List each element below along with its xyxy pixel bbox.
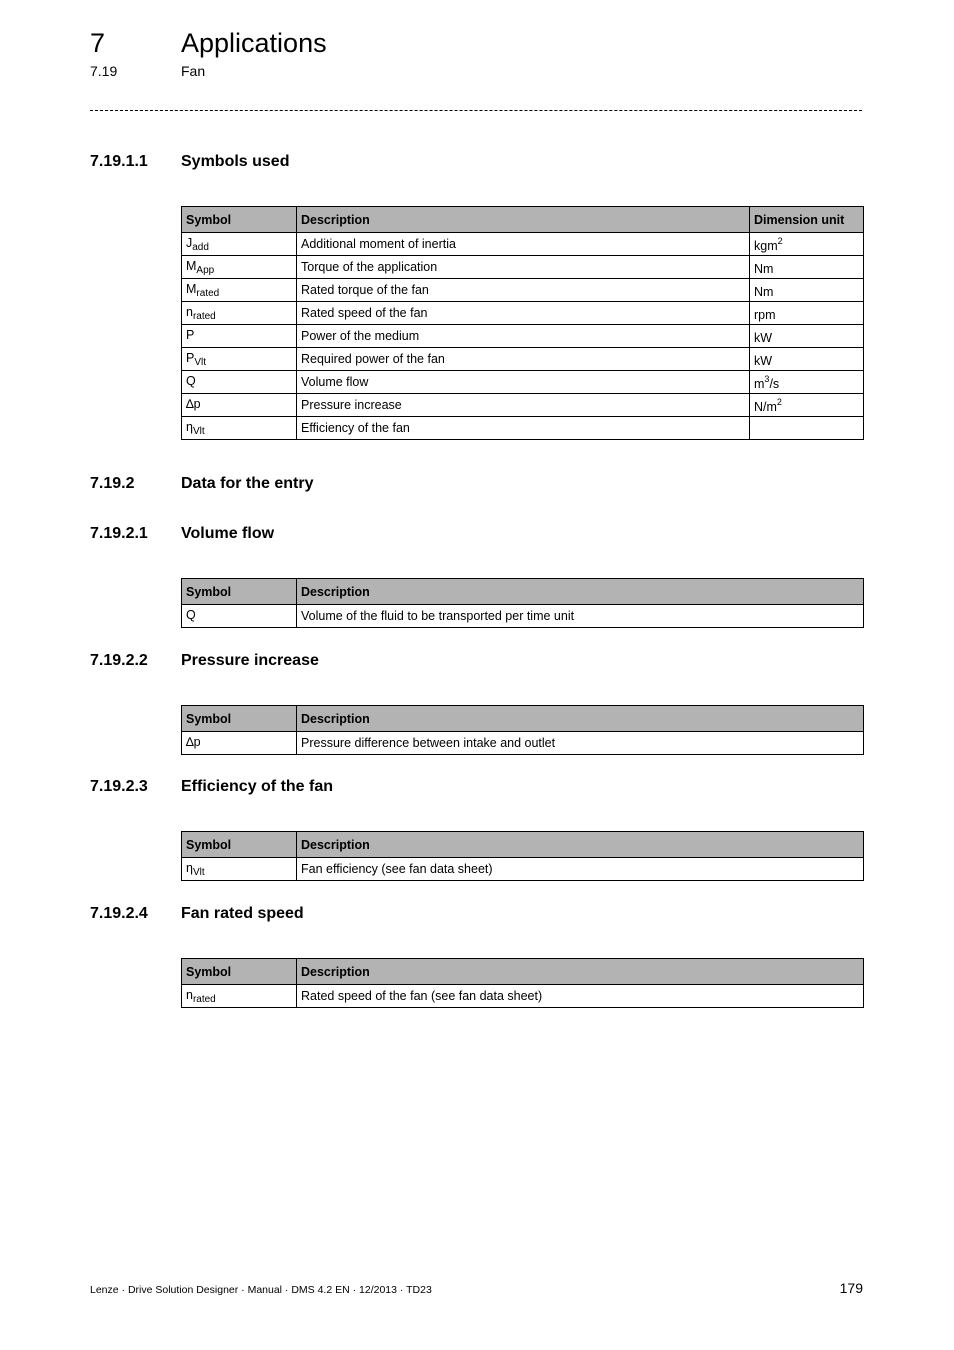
pressure-increase-table (181, 705, 864, 755)
heading-number: 7.19.2 (90, 475, 135, 492)
heading-number: 7.19.1.1 (90, 153, 148, 170)
efficiency-table (181, 831, 864, 881)
symbol: P (186, 350, 195, 365)
symbol-cell (182, 858, 297, 881)
header-divider (90, 110, 862, 111)
symbol-cell (182, 325, 297, 348)
symbol-subscript: rated (192, 993, 216, 1005)
table-row (182, 371, 864, 394)
heading-title: Pressure increase (181, 652, 319, 669)
symbol: J (186, 235, 193, 250)
table-row (182, 605, 864, 628)
unit-cell (750, 348, 864, 371)
symbol-cell (182, 985, 297, 1008)
column-header-symbol: Symbol (182, 706, 297, 732)
unit: m (754, 376, 765, 391)
symbol: M (186, 281, 197, 296)
column-header-symbol: Symbol (182, 959, 297, 985)
heading-title: Volume flow (181, 525, 275, 542)
symbol-cell (182, 279, 297, 302)
unit-cell (750, 256, 864, 279)
section-title: Fan (181, 63, 206, 79)
table-header-row (182, 832, 864, 858)
heading-number: 7.19.2.2 (90, 652, 148, 669)
symbol-subscript: add (192, 241, 209, 253)
symbol-subscript: Vlt (192, 866, 205, 878)
column-header-description: Description (297, 959, 864, 985)
symbol: Q (186, 373, 196, 388)
symbol: η (186, 419, 193, 434)
table-row (182, 732, 864, 755)
table-header-row (182, 706, 864, 732)
unit-cell (750, 279, 864, 302)
description-cell: Power of the medium (297, 325, 750, 348)
symbol-cell (182, 605, 297, 628)
unit: kW (754, 330, 773, 345)
description-cell: Volume flow (297, 371, 750, 394)
page-number: 179 (839, 1280, 863, 1296)
column-header-description: Description (297, 706, 864, 732)
heading-number: 7.19.2.1 (90, 525, 148, 542)
unit-superscript: 2 (777, 235, 783, 246)
symbol: n (186, 304, 193, 319)
unit: rpm (754, 307, 776, 322)
fan-rated-speed-table (181, 958, 864, 1008)
description-cell: Required power of the fan (297, 348, 750, 371)
unit-cell (750, 233, 864, 256)
unit-cell (750, 325, 864, 348)
table-row (182, 348, 864, 371)
symbol-cell (182, 417, 297, 440)
table-row (182, 302, 864, 325)
symbol: η (186, 860, 193, 875)
unit: Nm (754, 284, 774, 299)
table-row (182, 233, 864, 256)
symbols-table (181, 206, 864, 440)
table-row (182, 325, 864, 348)
symbol-cell (182, 302, 297, 325)
column-header-symbol: Symbol (182, 207, 297, 233)
description-cell: Pressure increase (297, 394, 750, 417)
description-cell: Rated torque of the fan (297, 279, 750, 302)
table-row (182, 279, 864, 302)
volume-flow-table (181, 578, 864, 628)
heading-title: Data for the entry (181, 475, 314, 492)
symbol: Q (186, 607, 196, 622)
symbol-cell (182, 371, 297, 394)
symbol-cell (182, 256, 297, 279)
column-header-symbol: Symbol (182, 579, 297, 605)
heading-number: 7.19.2.3 (90, 778, 148, 795)
symbol-cell (182, 348, 297, 371)
unit: N/m (754, 399, 777, 414)
column-header-description: Description (297, 207, 750, 233)
symbol-subscript: rated (196, 287, 220, 299)
symbol: ∆p (186, 734, 201, 749)
symbol-cell (182, 233, 297, 256)
column-header-description: Description (297, 832, 864, 858)
unit-cell (750, 371, 864, 394)
column-header-symbol: Symbol (182, 832, 297, 858)
heading-title: Symbols used (181, 153, 290, 170)
symbol-subscript: App (196, 264, 215, 276)
chapter-number: 7 (90, 28, 106, 58)
description-cell: Torque of the application (297, 256, 750, 279)
unit-cell (750, 417, 864, 440)
table-row (182, 394, 864, 417)
description-cell: Additional moment of inertia (297, 233, 750, 256)
table-row (182, 417, 864, 440)
table-header-row (182, 579, 864, 605)
unit-cell (750, 394, 864, 417)
symbol-subscript: rated (192, 310, 216, 322)
description-cell: Fan efficiency (see fan data sheet) (297, 858, 864, 881)
unit: kgm (754, 238, 778, 253)
unit: Nm (754, 261, 774, 276)
symbol: P (186, 327, 195, 342)
heading-title: Fan rated speed (181, 905, 304, 922)
description-cell: Efficiency of the fan (297, 417, 750, 440)
unit-cell (750, 302, 864, 325)
table-header-row (182, 959, 864, 985)
unit-suffix: /s (769, 376, 780, 391)
unit-superscript: 2 (776, 396, 782, 407)
table-header-row (182, 207, 864, 233)
symbol-subscript: Vlt (194, 356, 207, 368)
symbol: ∆p (186, 396, 201, 411)
section-number: 7.19 (90, 63, 118, 79)
description-cell: Rated speed of the fan (see fan data sheet) (297, 985, 864, 1008)
symbol: M (186, 258, 197, 273)
description-cell: Pressure difference between intake and outlet (297, 732, 864, 755)
symbol-cell (182, 394, 297, 417)
unit: kW (754, 353, 773, 368)
description-cell: Volume of the fluid to be transported per time unit (297, 605, 864, 628)
symbol-subscript: Vlt (192, 425, 205, 437)
chapter-title: Applications (181, 28, 327, 58)
description-cell: Rated speed of the fan (297, 302, 750, 325)
heading-title: Efficiency of the fan (181, 778, 334, 795)
unit-superscript: 3 (764, 373, 770, 384)
column-header-unit: Dimension unit (750, 207, 864, 233)
table-row (182, 858, 864, 881)
symbol-cell (182, 732, 297, 755)
heading-number: 7.19.2.4 (90, 905, 148, 922)
symbol: n (186, 987, 193, 1002)
footer-text: Lenze · Drive Solution Designer · Manual · DMS 4.2 EN · 12/2013 · TD23 (90, 1284, 432, 1296)
table-row (182, 985, 864, 1008)
column-header-description: Description (297, 579, 864, 605)
table-row (182, 256, 864, 279)
